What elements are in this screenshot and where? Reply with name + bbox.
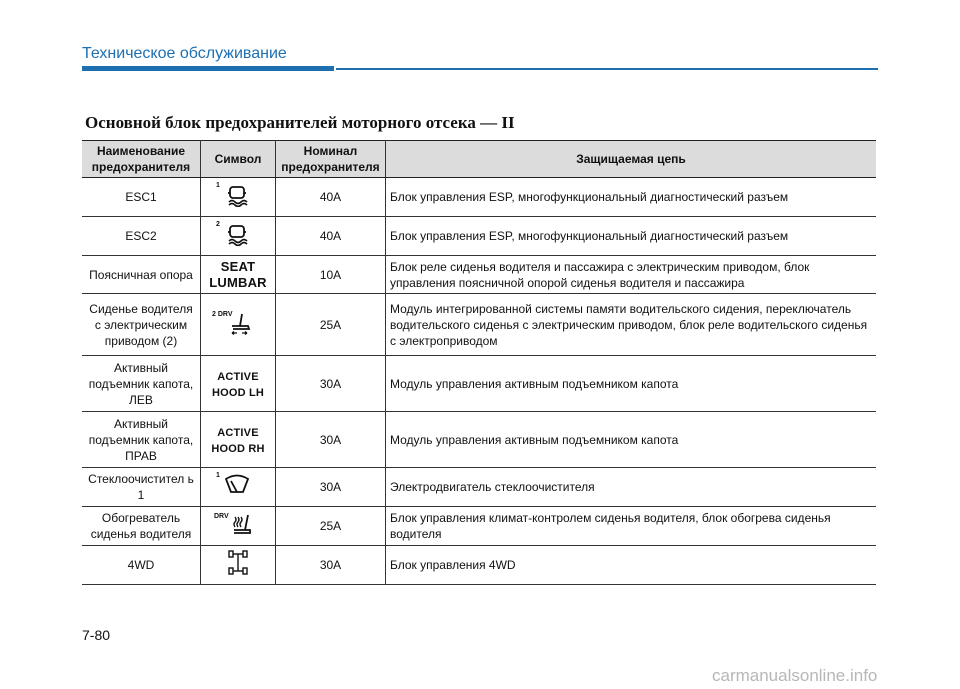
fuse-symbol (201, 294, 276, 356)
col-header-name: Наименование предохранителя (82, 141, 201, 178)
fuse-circuit: Блок управления ESP, многофункциональный диагностический разъем (386, 217, 877, 256)
fuse-circuit: Блок управления ESP, многофункциональный диагностический разъем (386, 178, 877, 217)
fuse-rating: 30A (276, 356, 386, 412)
header-rule-thin (336, 68, 878, 70)
fuse-name: Активный подъемник капота, ПРАВ (82, 412, 201, 468)
fuse-symbol (201, 356, 276, 412)
fuse-circuit: Модуль управления активным подъемником капота (386, 356, 877, 412)
fuse-circuit: Модуль управления активным подъемником капота (386, 412, 877, 468)
fuse-symbol (201, 412, 276, 468)
page-title: Основной блок предохранителей моторного отсека — II (85, 113, 515, 132)
fuse-rating: 10A (276, 256, 386, 294)
fuse-circuit: Блок реле сиденья водителя и пассажира с электрическим приводом, блок управления поясничной опорой сиденья водителя и пассажира (386, 256, 877, 294)
symbol-index: 1 (216, 472, 220, 479)
fuse-name: Активный подъемник капота, ЛЕВ (82, 356, 201, 412)
seat-heater-icon (228, 512, 254, 538)
fuse-rating: 25A (276, 507, 386, 546)
col-header-rating: Номинал предохранителя (276, 141, 386, 178)
symbol-index: 2 DRV (212, 310, 233, 318)
4wd-icon (225, 549, 251, 577)
section-header: Техническое обслуживание (82, 45, 287, 62)
page-number: 7-80 (82, 627, 111, 643)
power-seat-icon (228, 311, 254, 337)
fuse-name: Стеклоочистител ь 1 (82, 468, 201, 507)
table-row (82, 256, 876, 294)
fuse-rating: 30A (276, 546, 386, 585)
symbol-text: SEAT LUMBAR (209, 258, 267, 290)
fuse-name: Поясничная опора (82, 256, 201, 294)
wiper-icon (224, 473, 250, 495)
esc-icon (224, 222, 250, 246)
fuse-rating: 30A (276, 412, 386, 468)
fuse-name: ESC2 (82, 217, 201, 256)
table-row (82, 217, 876, 256)
symbol-index: DRV (214, 513, 229, 520)
fuse-rating: 30A (276, 468, 386, 507)
table-header-row (82, 141, 876, 178)
fuse-name: ESC1 (82, 178, 201, 217)
symbol-index: 1 (216, 182, 220, 189)
fuse-circuit: Модуль интегрированной системы памяти водительского сидения, переключатель водительского сиденья с электрическим приводом, блок реле водительского сиденья с электроприводом (386, 294, 877, 356)
fuse-name: 4WD (82, 546, 201, 585)
fuse-symbol (201, 546, 276, 585)
col-header-circuit: Защищаемая цепь (386, 141, 877, 178)
fuse-rating: 40A (276, 217, 386, 256)
table-row (82, 356, 876, 412)
fuse-circuit: Блок управления климат-контролем сиденья водителя, блок обогрева сиденья водителя (386, 507, 877, 546)
header-rule-thick (82, 66, 334, 71)
fuse-rating: 25A (276, 294, 386, 356)
fuse-rating: 40A (276, 178, 386, 217)
fuse-symbol (201, 468, 276, 507)
fuse-symbol (201, 178, 276, 217)
table-row (82, 546, 876, 585)
watermark: carmanualsonline.info (712, 666, 878, 685)
symbol-text: ACTIVE HOOD LH (211, 370, 265, 399)
table-row (82, 468, 876, 507)
fuse-symbol (201, 217, 276, 256)
fuse-circuit: Электродвигатель стеклоочистителя (386, 468, 877, 507)
fuse-table (82, 140, 876, 585)
esc-icon (224, 183, 250, 207)
table-row (82, 294, 876, 356)
fuse-name: Обогреватель сиденья водителя (82, 507, 201, 546)
table-row (82, 507, 876, 546)
fuse-symbol (201, 507, 276, 546)
col-header-symbol: Символ (201, 141, 276, 178)
fuse-name: Сиденье водителя с электрическим приводом (2) (82, 294, 201, 356)
table-row (82, 412, 876, 468)
fuse-circuit: Блок управления 4WD (386, 546, 877, 585)
symbol-index: 2 (216, 221, 220, 228)
fuse-symbol (201, 256, 276, 294)
symbol-text: ACTIVE HOOD RH (211, 426, 265, 455)
table-row (82, 178, 876, 217)
